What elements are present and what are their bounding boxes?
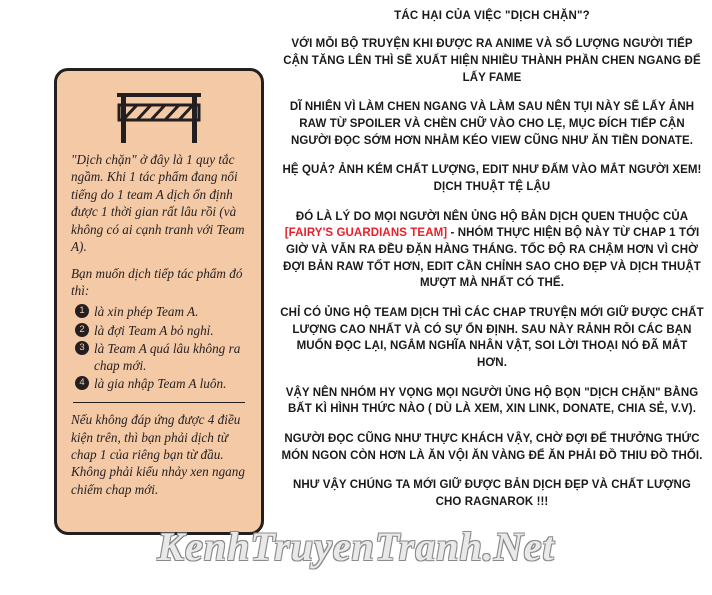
article-paragraph-7: NHƯ VẬY CHÚNG TA MỚI GIỮ ĐƯỢC BẢN DỊCH ĐẸP VÀ CHẤT LƯỢNG CHO RAGNAROK !!! [293, 479, 691, 509]
panel-divider [73, 402, 245, 403]
site-watermark: KenhTruyenTranh.Net [157, 524, 555, 569]
rules-paragraph-1: "Dịch chặn" ở đây là 1 quy tắc ngầm. Khi 1 tác phẩm đang nổi tiếng do 1 team A dịch ổn định được 1 thời gian rất lâu rồi (và không có ai cạnh tranh với Team A). [71, 152, 245, 255]
support-paragraph [280, 209, 704, 292]
team-name-label: [FAIRY'S GUARDIANS TEAM] [284, 227, 448, 240]
barricade-icon [71, 89, 247, 145]
option-number: 4 [75, 376, 89, 390]
list-item [75, 303, 247, 320]
article-paragraph-1: VỚI MỖI BỘ TRUYỆN KHI ĐƯỢC RA ANIME VÀ SỐ LƯỢNG NGƯỜI TIẾP CẬN TĂNG LÊN THÌ SẼ XUẤT HIỆN NHIỀU THÀNH PHẦN CHEN NGANG ĐỂ LẤY FAME [283, 38, 701, 84]
option-label: là gia nhập Team A luôn. [94, 376, 227, 391]
option-number: 1 [75, 304, 89, 318]
article-paragraph-5: VẬY NÊN NHÓM HY VỌNG MỌI NGƯỜI ỦNG HỘ BỌN "DỊCH CHẶN" BẰNG BẤT KÌ HÌNH THỨC NÀO ( DÙ LÀ XEM, XIN LINK, DONATE, CHIA SẺ, V.V). [285, 386, 699, 416]
option-number: 2 [75, 323, 89, 337]
list-item [75, 375, 247, 392]
option-label: là xin phép Team A. [94, 304, 199, 320]
rules-option-list [71, 303, 247, 392]
article-paragraph-2: DĨ NHIÊN VÌ LÀM CHEN NGANG VÀ LÀM SAU NÊN TỤI NÀY SẼ LẤY ẢNH RAW TỪ SPOILER VÀ CHÈN CHỮ VÀO CHO LẸ, MỤC ĐÍCH TIẾP CẬN NGƯỜI ĐỌC SỚM HƠN NHẰM KÉO VIEW CŨNG NHƯ ĂN TIỀN DONATE. [289, 101, 695, 147]
option-label: là đợi Team A bỏ nghỉ. [94, 322, 214, 338]
list-item [75, 322, 247, 339]
support-lead-text: ĐÓ LÀ LÝ DO MỌI NGƯỜI NÊN ỦNG HỘ BẢN DỊCH QUEN THUỘC CỦA [295, 210, 689, 223]
rules-closing-text: Nếu không đáp ứng được 4 điều kiện trên, thì bạn phải dịch từ chap 1 của riêng bạn từ đầu. Không phải kiểu nhảy xen ngang chiếm chap mới. [71, 412, 245, 497]
list-item [75, 340, 247, 374]
option-number: 3 [75, 341, 89, 355]
article-column [280, 8, 704, 524]
article-paragraph-6: NGƯỜI ĐỌC CŨNG NHƯ THỰC KHÁCH VẬY, CHỜ ĐỢI ĐỂ THƯỞNG THỨC MÓN NGON CÒN HƠN LÀ ĂN VỘI ĂN VÀNG ĐỂ ĂN PHẢI ĐỒ THIU ĐỒ THỐI. [281, 433, 703, 462]
page-title: TÁC HẠI CỦA VIỆC "DỊCH CHẶN"? [394, 10, 590, 22]
rules-paragraph-2: Bạn muốn dịch tiếp tác phẩm đó thì: [71, 265, 243, 298]
option-label: là Team A quá lâu không ra chap mới. [94, 340, 241, 373]
rules-panel [54, 68, 264, 535]
article-paragraph-3: HỆ QUẢ? ẢNH KÉM CHẤT LƯỢNG, EDIT NHƯ ĐẤM VÀO MẮT NGƯỜI XEM! DỊCH THUẬT TỆ LẬU [282, 164, 702, 194]
support-rest-text: - NHÓM THỰC HIỆN BỘ NÀY TỪ CHAP 1 TỚI GIỜ VÀ VẪN RA ĐỀU ĐẶN HÀNG THÁNG. TỐC ĐỘ RA CHẬM HƠN VÌ CHỜ ĐỢI BẢN RAW TỐT HƠN, EDIT CẦN CHỈNH SAO CHO ĐẸP VÀ DỊCH THUẬT MƯỢT MÀ NHẤT CÓ THỂ. [283, 227, 701, 290]
article-paragraph-4: CHỈ CÓ ỦNG HỘ TEAM DỊCH THÌ CÁC CHAP TRUYỆN MỚI GIỮ ĐƯỢC CHẤT LƯỢNG CAO NHẤT VÀ CÓ SỰ ỔN ĐỊNH. SAU NÀY RẢNH RỖI CÁC BẠN MUỐN ĐỌC LẠI, NGẮM NGHĨA NHÂN VẬT, SOI LỜI THOẠI NÓ ĐÃ MẮT HƠN. [280, 307, 704, 370]
